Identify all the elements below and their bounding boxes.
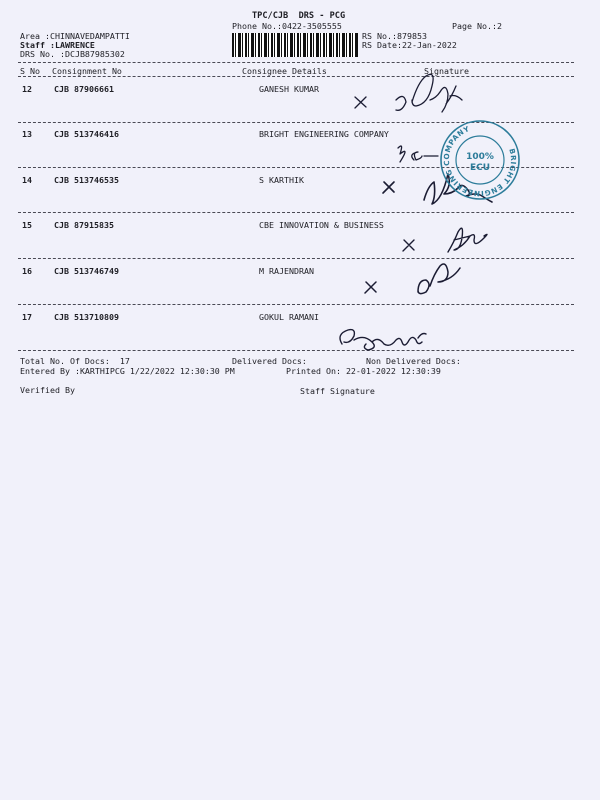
row-sno: 17 bbox=[22, 312, 32, 322]
verified-by-label: Verified By bbox=[20, 385, 75, 395]
signature-row-15 bbox=[403, 228, 487, 252]
row-sno: 12 bbox=[22, 84, 32, 94]
stamp-center-text-1: 100% bbox=[466, 152, 494, 162]
row-consignee: CBE INNOVATION & BUSINESS bbox=[259, 220, 384, 230]
row-sno: 13 bbox=[22, 129, 32, 139]
row-consignee: M RAJENDRAN bbox=[259, 266, 314, 276]
row-consignee: S KARTHIK bbox=[259, 175, 304, 185]
document-title: TPC/CJB DRS - PCG bbox=[252, 11, 346, 21]
row-consignee: BRIGHT ENGINEERING COMPANY bbox=[259, 129, 389, 139]
area-field: Area :CHINNAVEDAMPATTI bbox=[20, 31, 130, 41]
printed-on: Printed On: 22-01-2022 12:30:39 bbox=[286, 366, 441, 376]
total-docs: Total No. Of Docs: 17 bbox=[20, 356, 130, 366]
column-header-consignee: Consignee Details bbox=[242, 66, 327, 76]
stamp-center-text-2: ECU bbox=[469, 163, 491, 173]
signature-row-13 bbox=[398, 146, 438, 162]
page-number: Page No.:2 bbox=[452, 21, 502, 31]
row-consignee: GANESH KUMAR bbox=[259, 84, 319, 94]
row-sno: 15 bbox=[22, 220, 32, 230]
signature-row-16 bbox=[365, 264, 460, 294]
delivered-docs: Delivered Docs: bbox=[232, 356, 307, 366]
signature-row-17 bbox=[340, 330, 426, 350]
row-sno: 16 bbox=[22, 266, 32, 276]
drs-number: DRS No. :DCJB87985302 bbox=[20, 49, 125, 59]
row-consignment: CJB 513746749 bbox=[54, 266, 119, 276]
stamp-ring-text: BRIGHT ENGINEERING COMPANY bbox=[441, 124, 519, 199]
phone-number: Phone No.:0422-3505555 bbox=[232, 21, 342, 31]
row-consignee: GOKUL RAMANI bbox=[259, 312, 319, 322]
rs-number: RS No.:879853 bbox=[362, 31, 427, 41]
row-sno: 14 bbox=[22, 175, 32, 185]
staff-signature-label: Staff Signature bbox=[300, 386, 375, 396]
rs-date: RS Date:22-Jan-2022 bbox=[362, 40, 457, 50]
staff-field: Staff :LAWRENCE bbox=[20, 40, 95, 50]
column-header-consignment: Consignment No bbox=[52, 66, 122, 76]
column-header-signature: Signature bbox=[424, 66, 469, 76]
company-stamp bbox=[438, 118, 522, 202]
entered-by: Entered By :KARTHIPCG 1/22/2022 12:30:30 PM bbox=[20, 366, 235, 376]
row-consignment: CJB 87915835 bbox=[54, 220, 114, 230]
row-consignment: CJB 513710809 bbox=[54, 312, 119, 322]
row-consignment: CJB 513746416 bbox=[54, 129, 119, 139]
row-consignment: CJB 87906661 bbox=[54, 84, 114, 94]
row-consignment: CJB 513746535 bbox=[54, 175, 119, 185]
signature-row-12 bbox=[355, 74, 462, 112]
non-delivered-docs: Non Delivered Docs: bbox=[366, 356, 461, 366]
column-header-sno: S No bbox=[20, 66, 40, 76]
